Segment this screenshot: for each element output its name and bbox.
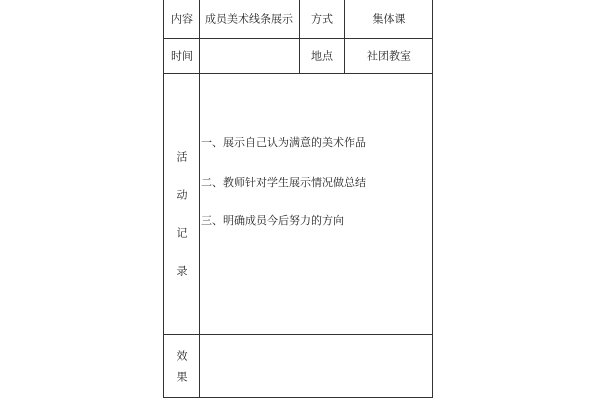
row-divider-1 [164, 38, 432, 39]
content-value: 成员美术线条展示 [205, 12, 293, 26]
content-label: 内容 [171, 12, 193, 26]
row-divider-3 [164, 334, 432, 335]
method-value: 集体课 [372, 12, 406, 26]
activity-label-char-2: 动 [176, 188, 188, 202]
activity-item-2: 二、教师针对学生展示情况做总结 [201, 176, 366, 189]
effect-label-char-2: 果 [176, 370, 188, 384]
activity-label-char-3: 记 [176, 226, 188, 240]
time-label: 时间 [171, 49, 193, 63]
activity-item-3: 三、明确成员今后努力的方向 [201, 214, 344, 227]
row-divider-2 [164, 73, 432, 74]
activity-label-char-4: 录 [176, 264, 188, 278]
activity-record-table [163, 0, 433, 398]
effect-label-char-1: 效 [176, 349, 188, 363]
location-value: 社团教室 [367, 49, 411, 63]
activity-item-1: 一、展示自己认为满意的美术作品 [201, 136, 366, 149]
method-label: 方式 [311, 12, 333, 26]
location-label: 地点 [311, 49, 333, 63]
mid-column-divider [299, 0, 300, 73]
label-column-divider [199, 0, 200, 398]
right-column-divider [344, 0, 345, 73]
activity-label-char-1: 活 [176, 150, 188, 164]
